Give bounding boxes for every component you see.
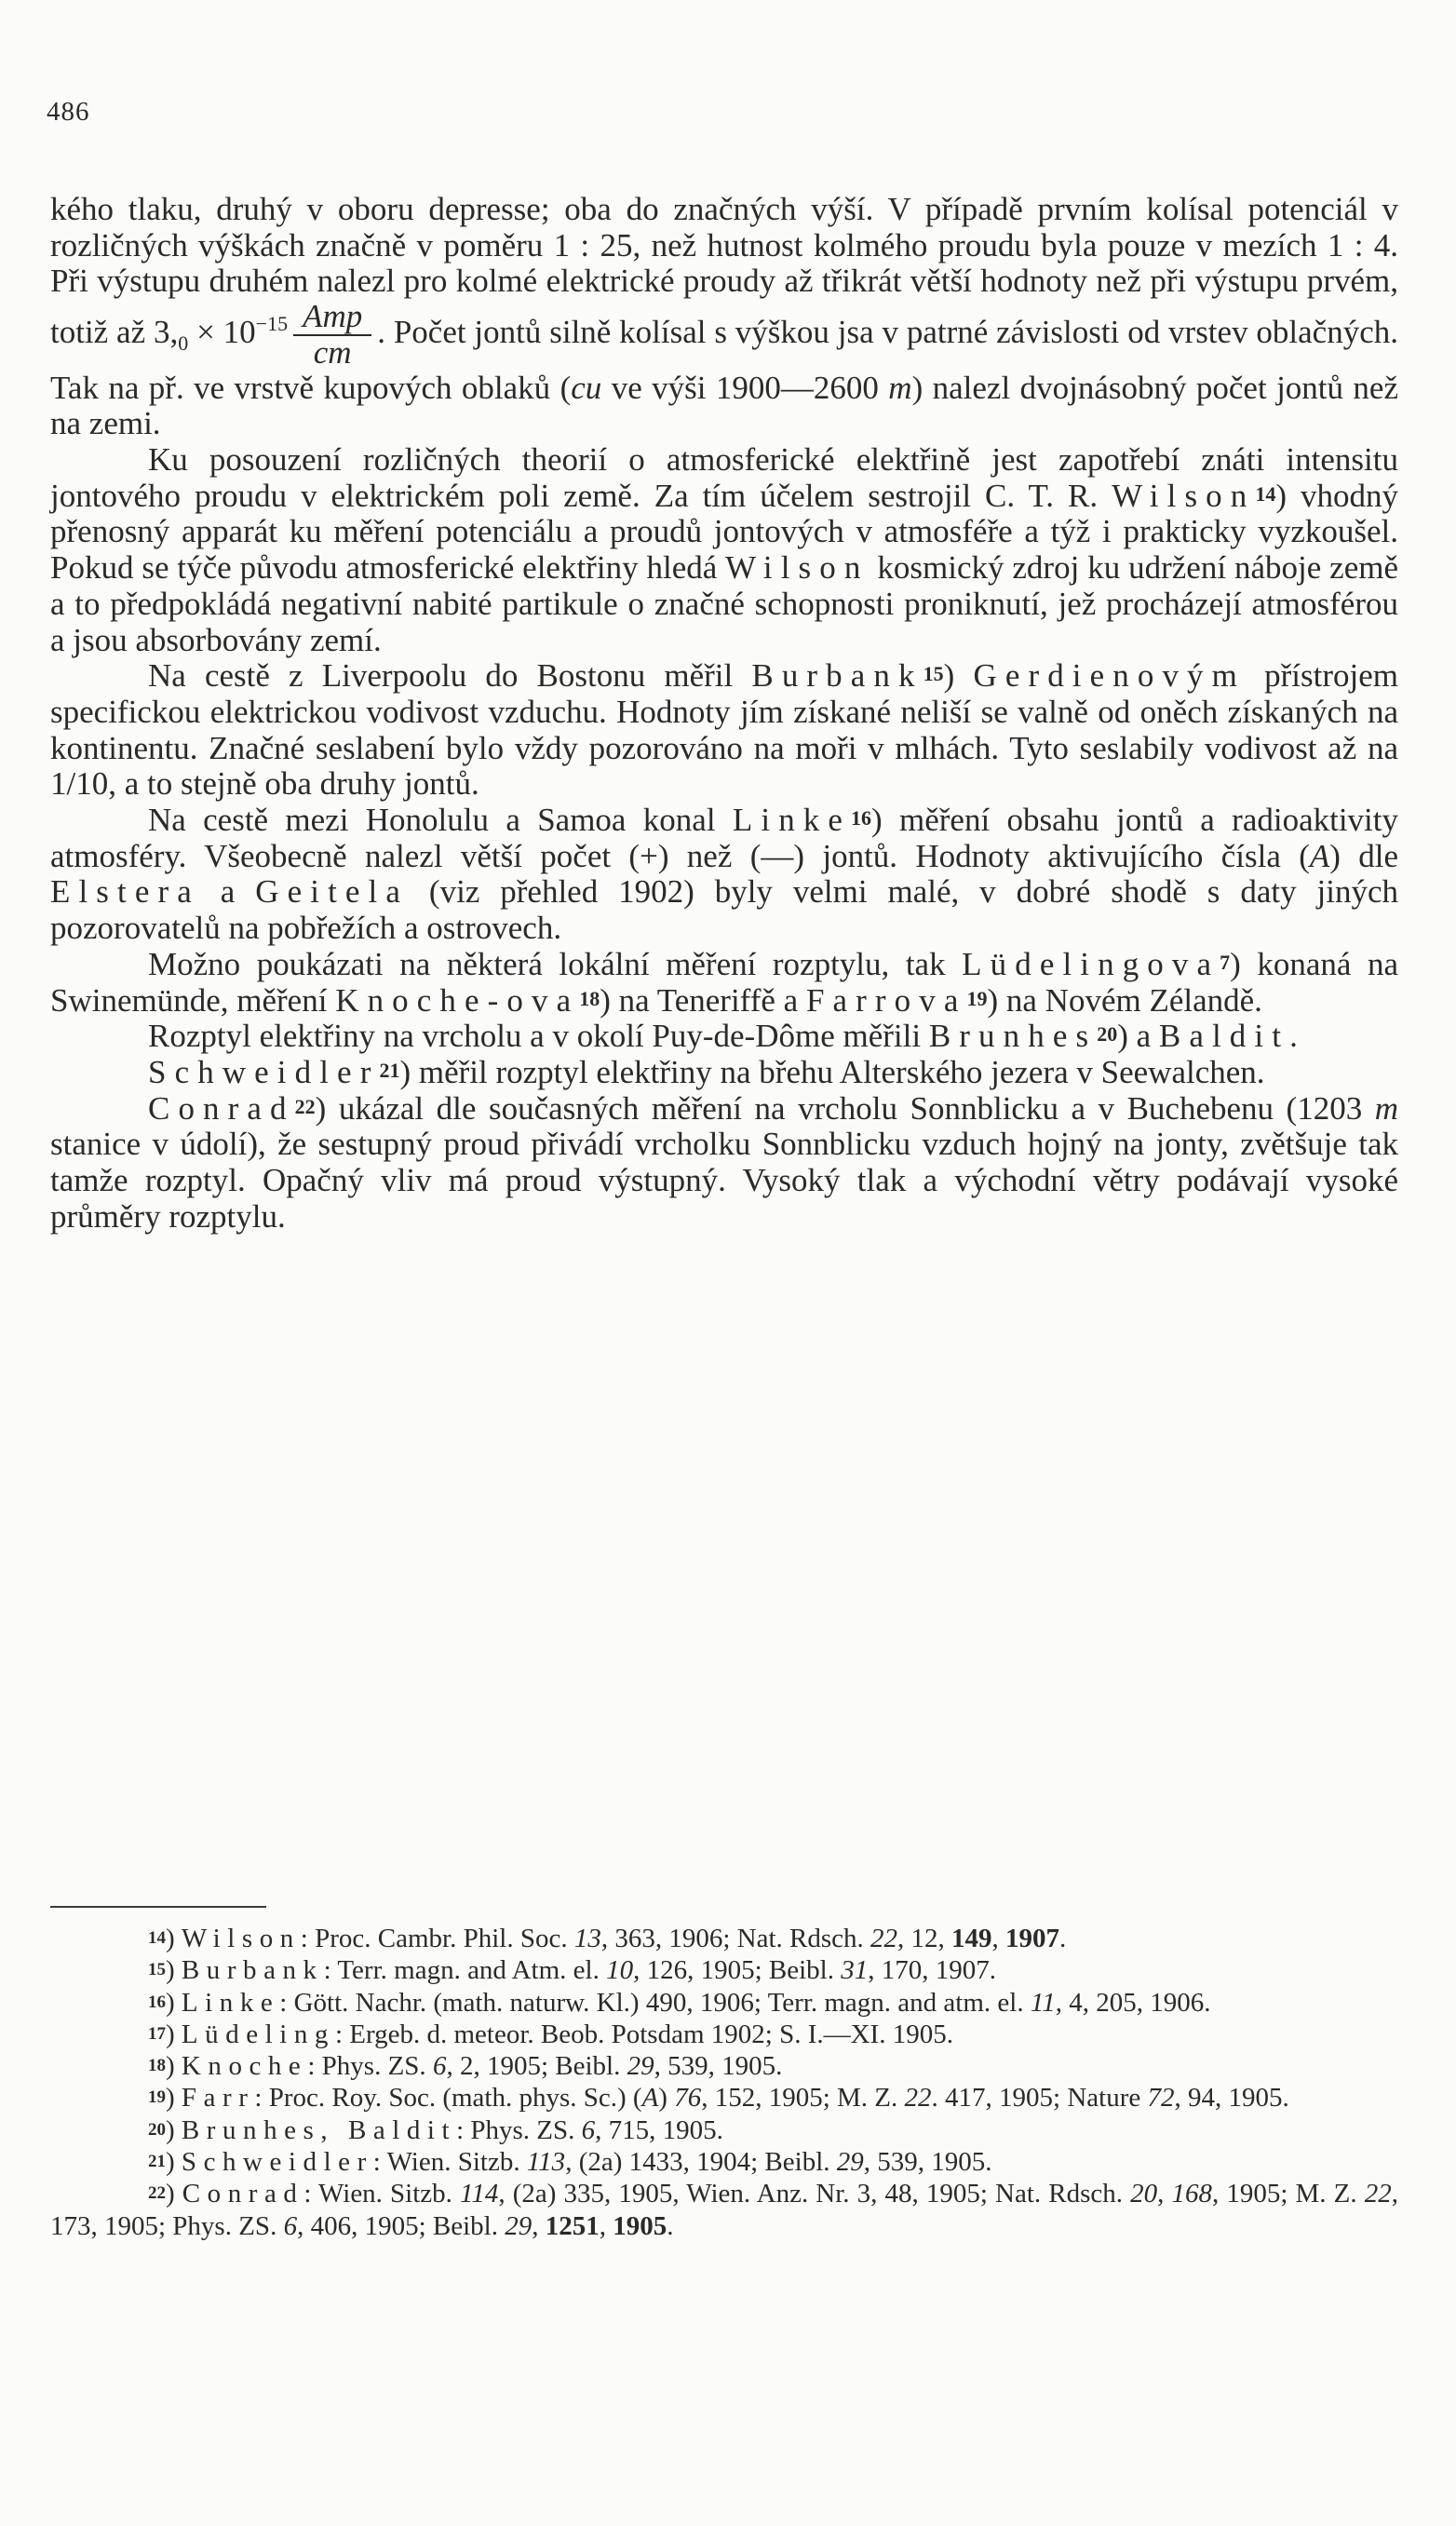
- paragraph-6: Rozptyl elektřiny na vrcholu a v okolí Puy-de-Dôme měřili Brunhes$^{20}$) a Baldit.: [148, 1018, 1298, 1055]
- footnote-17: $^{17}$) Lüdeling: Ergeb. d. meteor. Beob. Potsdam 1902; S. I.—XI. 1905.: [148, 2019, 953, 2049]
- footnote-14: $^{14}$) Wilson: Proc. Cambr. Phil. Soc. 13, 363, 1906; Nat. Rdsch. 22, 12, 149, 1907.: [148, 1924, 1067, 1953]
- paragraph-4: Na cestě mezi Honolulu a Samoa konal Linke$^{16}$) měření obsahu jontů a radioaktivity atmosféry. Všeobecně nalezl větší počet (+) než (—) jontů. Hodnoty aktivujícího čísla (A) dle Elstera a Geitela (viz přehled 1902) byly velmi malé, v dobré shodě s daty jiných pozorovatelů na pobřežích a ostrovech.: [50, 802, 1399, 947]
- footnote-ref-16: 16: [851, 806, 872, 831]
- paragraph-7: Schweidler$^{21}$) měřil rozptyl elektřiny na břehu Alterského jezera v Seewalchen.: [148, 1053, 1265, 1090]
- footnote-ref-19: 19: [966, 986, 988, 1010]
- footnote-ref-7: 7: [1220, 950, 1231, 974]
- fraction-amp-cm: $\frac{\text{Amp}}{cm}$: [293, 300, 371, 371]
- footnote-21: $^{21}$) Schweidler: Wien. Sitzb. 113, (2a) 1433, 1904; Beibl. 29, 539, 1905.: [148, 2147, 992, 2178]
- footnote-22: $^{22}$) Conrad: Wien. Sitzb. 114, (2a) 335, 1905, Wien. Anz. Nr. 3, 48, 1905; Nat. Rdsch. 20, 168, 1905; M. Z. 22, 173, 1905; Phys. ZS. 6, 406, 1905; Beibl. 29, 1251, 1905.: [50, 2179, 1398, 2241]
- page-number: 486: [47, 97, 90, 127]
- footnote-ref-14: 14: [1255, 481, 1276, 506]
- footnote-ref-21: 21: [379, 1058, 400, 1082]
- paragraph-2: Ku posouzení rozličných theorií o atmosferické elektřině jest zapotřebí znáti intensitu jontového proudu v elektrickém poli země. Za tím účelem sestrojil C. T. R. Wilson$^{14}$) vhodný přenosný apparát ku měření potenciálu a proudů jontových v atmosféře a týž i prakticky vyzkoušel. Pokud se týče původu atmosferické elektřiny hledá Wilson kosmický zdroj ku udržení náboje země a to předpokládá negativní nabité partikule o značné schopnosti proniknutí, jež procházejí atmosférou a jsou absorbovány zemí.: [50, 441, 1399, 658]
- footnotes: [50, 1923, 1398, 2242]
- body-text: [50, 192, 1398, 1235]
- footnote-15: $^{15}$) Burbank: Terr. magn. and Atm. el. 10, 126, 1905; Beibl. 31, 170, 1907.: [148, 1955, 996, 1986]
- footnote-ref-18: 18: [579, 986, 600, 1010]
- footnote-ref-15: 15: [923, 662, 944, 686]
- paragraph-1: kého tlaku, druhý v oboru depresse; oba do značných výší. V případě prvním kolísal potenciál v rozličných výškách značně v poměru 1 : 25, než hutnost kolmého proudu byla pouze v mezích 1 : 4. Při výstupu druhém nalezl pro kolmé elektrické proudy až třikrát větší hodnoty než při výstupu prvém, totiž až $3,_0 \times 10^{-15}$ $\frac{\text{Amp}}{cm}$ . Počet jontů silně kolísal s výškou jsa v patrné závislosti od vrstev oblačných. Tak na př. ve vrstvě kupových oblaků (cu ve výši 1900—2600 m) nalezl dvojnásobný počet jontů než na zemi.: [50, 191, 1398, 442]
- footnote-16: $^{16}$) Linke: Gött. Nachr. (math. naturw. Kl.) 490, 1906; Terr. magn. and atm. el. 11, 4, 205, 1906.: [148, 1987, 1211, 2018]
- footnote-ref-22: 22: [294, 1094, 316, 1118]
- footnote-19: $^{19}$) Farr: Proc. Roy. Soc. (math. phys. Sc.) (A) 76, 152, 1905; M. Z. 22. 417, 1905; Nature 72, 94, 1905.: [148, 2083, 1289, 2114]
- footnote-ref-20: 20: [1097, 1022, 1118, 1047]
- paragraph-5: Možno poukázati na některá lokální měření rozptylu, tak Lüdelingova$^7$) konaná na Swinemünde, měření Knoche-ova$^{18}$) na Teneriffě a Farrova$^{19}$) na Novém Zélandě.: [50, 945, 1398, 1019]
- footnote-divider: [50, 1906, 266, 1908]
- paragraph-8: Conrad$^{22}$) ukázal dle současných měření na vrcholu Sonnblicku a v Buchebenu (1203 m stanice v údolí), že sestupný proud přivádí vrcholku Sonnblicku vzduch hojný na jonty, zvětšuje tak tamže rozptyl. Opačný vliv má proud výstupný. Vysoký tlak a východní větry podávají vysoké průměry rozptylu.: [50, 1089, 1398, 1235]
- footnote-18: $^{18}$) Knoche: Phys. ZS. 6, 2, 1905; Beibl. 29, 539, 1905.: [148, 2051, 783, 2082]
- footnote-20: $^{20}$) Brunhes, Baldit: Phys. ZS. 6, 715, 1905.: [148, 2114, 723, 2145]
- paragraph-3: Na cestě z Liverpoolu do Bostonu měřil Burbank$^{15}$) Gerdienovým přístrojem specifickou elektrickou vodivost vzduchu. Hodnoty jím získané neliší se valně od oněch získaných na kontinentu. Značné seslabení bylo vždy pozorováno na moři v mlhách. Tyto seslabily vodivost až na 1/10, a to stejně oba druhy jontů.: [50, 657, 1399, 803]
